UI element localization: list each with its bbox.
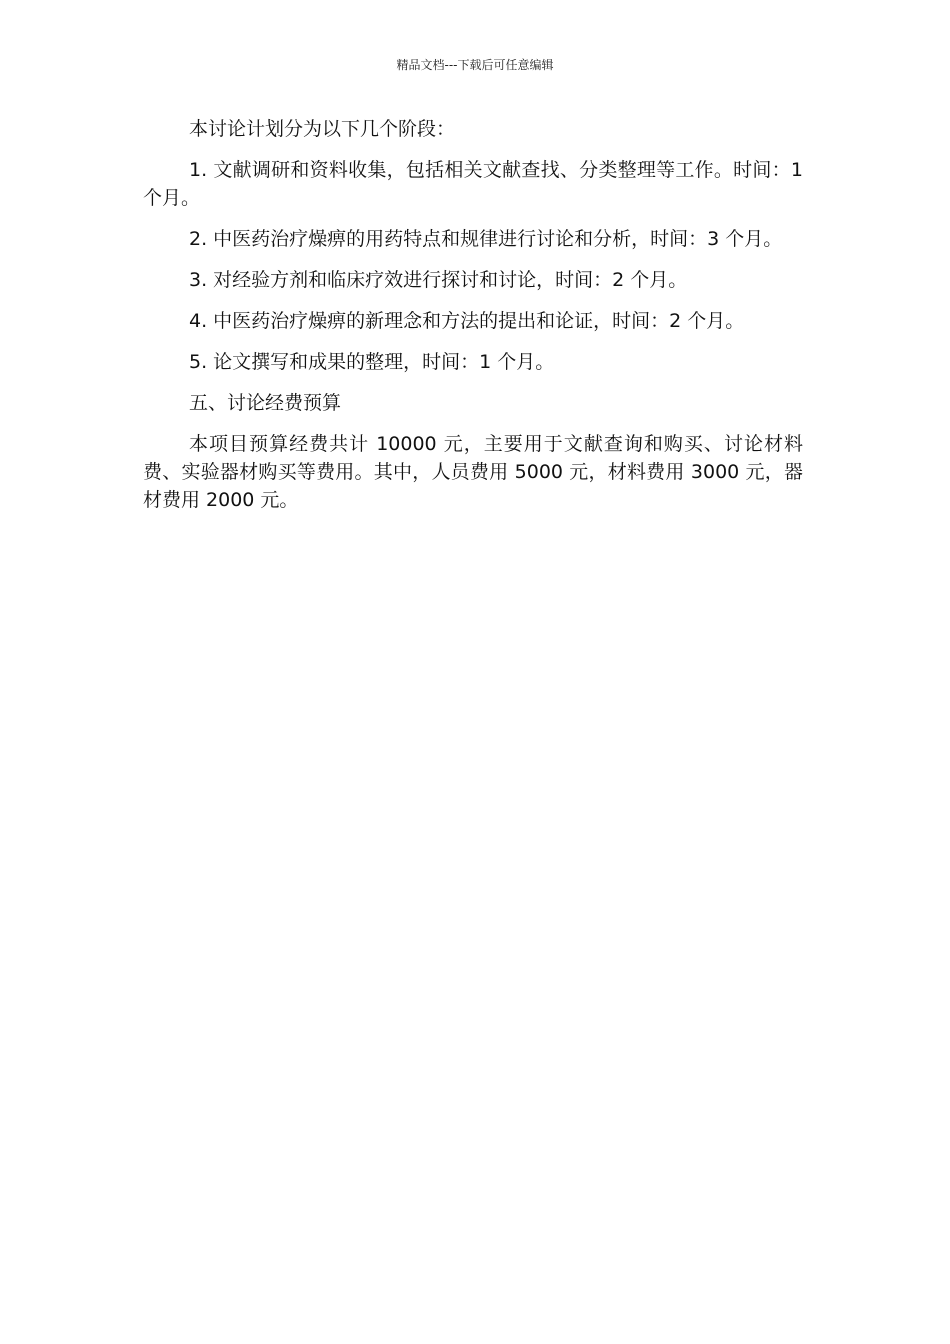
page-header: 精品文档---下载后可任意编辑 xyxy=(396,58,554,72)
stage-4-paragraph: 4. 中医药治疗燥痹的新理念和方法的提出和论证，时间：2 个月。 xyxy=(189,310,745,332)
document-body xyxy=(143,115,803,527)
stage-1-paragraph: 1. 文献调研和资料收集，包括相关文献查找、分类整理等工作。时间：1 个月。 xyxy=(143,159,803,209)
stage-5-paragraph: 5. 论文撰写和成果的整理，时间：1 个月。 xyxy=(189,351,555,373)
stage-2-paragraph: 2. 中医药治疗燥痹的用药特点和规律进行讨论和分析，时间：3 个月。 xyxy=(189,228,783,250)
budget-paragraph: 本项目预算经费共计 10000 元，主要用于文献查询和购买、讨论材料费、实验器材购买等费用。其中，人员费用 5000 元，材料费用 3000 元，器材费用 2000 元。 xyxy=(143,433,803,511)
intro-paragraph: 本讨论计划分为以下几个阶段： xyxy=(189,118,456,140)
budget-heading: 五、讨论经费预算 xyxy=(189,392,342,414)
stage-3-paragraph: 3. 对经验方剂和临床疗效进行探讨和讨论，时间：2 个月。 xyxy=(189,269,688,291)
